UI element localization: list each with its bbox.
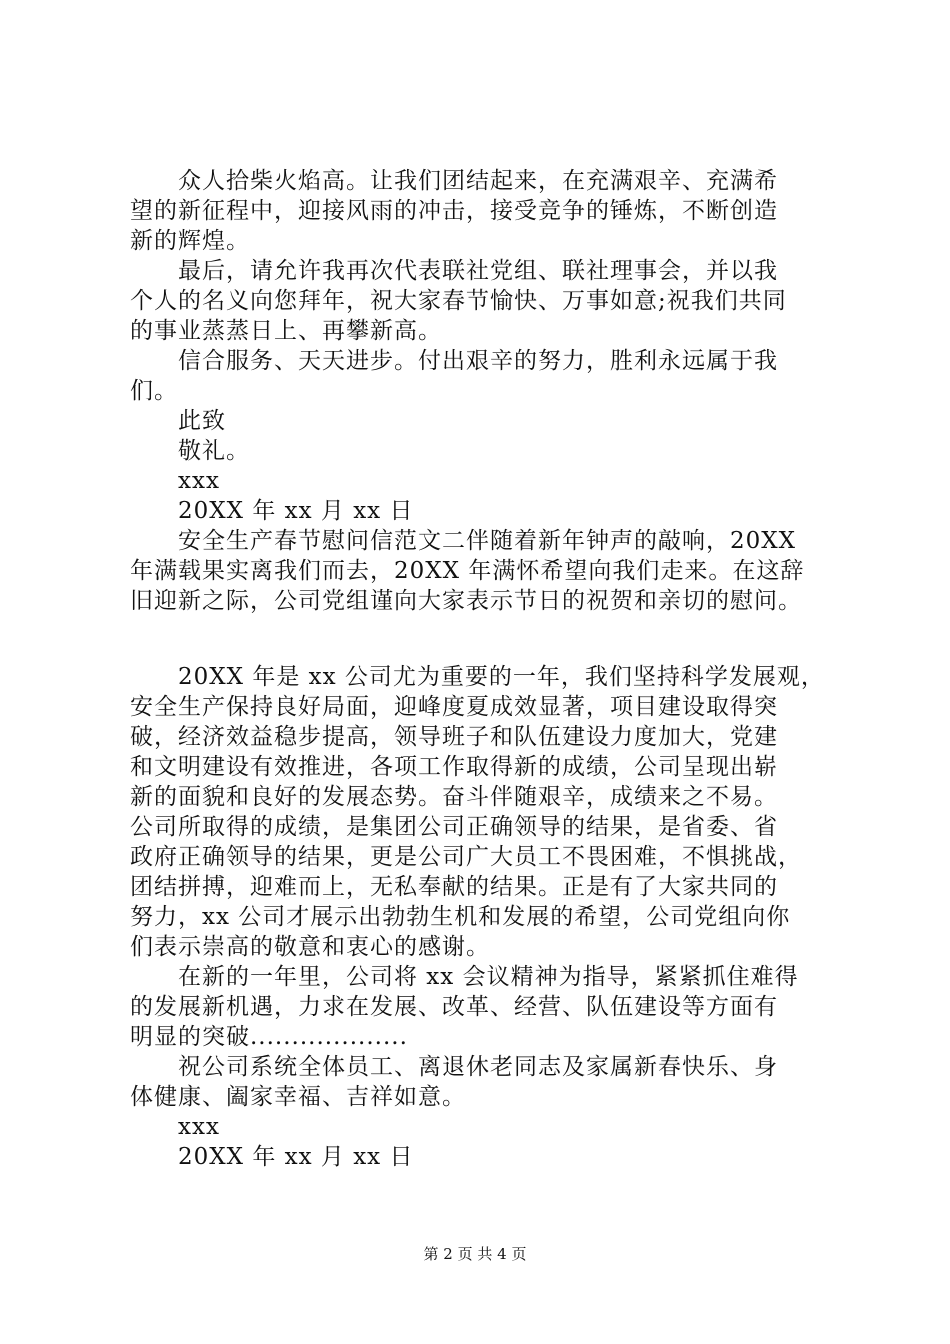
page-number-footer: 第 2 页 共 4 页 <box>423 1245 527 1263</box>
text-line: 最后，请允许我再次代表联社党组、联社理事会，并以我 <box>130 258 778 284</box>
text-line: 团结拼搏，迎难而上，无私奉献的结果。正是有了大家共同的 <box>130 874 778 900</box>
text-line: 体健康、阖家幸福、吉祥如意。 <box>130 1084 466 1110</box>
text-line: 们表示崇高的敬意和衷心的感谢。 <box>130 934 490 960</box>
text-line: 旧迎新之际，公司党组谨向大家表示节日的祝贺和亲切的慰问。 <box>130 588 802 614</box>
text-line: 祝公司系统全体员工、离退休老同志及家属新春快乐、身 <box>130 1054 778 1080</box>
text-line: 们。 <box>130 378 178 404</box>
text-line: 新的面貌和良好的发展态势。奋斗伴随艰辛，成绩来之不易。 <box>130 784 778 810</box>
text-line: xxx <box>130 468 220 494</box>
text-line: 明显的突破................... <box>130 1024 408 1050</box>
text-line: 在新的一年里，公司将 xx 会议精神为指导，紧紧抓住难得 <box>130 964 799 990</box>
text-line: 新的辉煌。 <box>130 228 250 254</box>
text-line: 努力，xx 公司才展示出勃勃生机和发展的希望，公司党组向你 <box>130 904 791 930</box>
text-line: 20XX 年 xx 月 xx 日 <box>130 498 414 524</box>
text-line: 众人拾柴火焰高。让我们团结起来，在充满艰辛、充满希 <box>130 168 778 194</box>
text-line: 政府正确领导的结果，更是公司广大员工不畏困难，不惧挑战， <box>130 844 802 870</box>
text-line: 和文明建设有效推进，各项工作取得新的成绩，公司呈现出崭 <box>130 754 778 780</box>
text-line: 20XX 年是 xx 公司尤为重要的一年，我们坚持科学发展观， <box>130 664 825 690</box>
text-line: 安全生产保持良好局面，迎峰度夏成效显著，项目建设取得突 <box>130 694 778 720</box>
text-line: 破，经济效益稳步提高，领导班子和队伍建设力度加大，党建 <box>130 724 778 750</box>
text-line: 个人的名义向您拜年，祝大家春节愉快、万事如意;祝我们共同 <box>130 288 787 314</box>
text-line: 信合服务、天天进步。付出艰辛的努力，胜利永远属于我 <box>130 348 778 374</box>
text-line: 敬礼。 <box>130 438 250 464</box>
text-line: 20XX 年 xx 月 xx 日 <box>130 1144 414 1170</box>
text-line: 公司所取得的成绩，是集团公司正确领导的结果，是省委、省 <box>130 814 778 840</box>
text-line: 的发展新机遇，力求在发展、改革、经营、队伍建设等方面有 <box>130 994 778 1020</box>
text-line: 年满载果实离我们而去，20XX 年满怀希望向我们走来。在这辞 <box>130 558 805 584</box>
text-line: 的事业蒸蒸日上、再攀新高。 <box>130 318 442 344</box>
text-line: 安全生产春节慰问信范文二伴随着新年钟声的敲响，20XX <box>130 528 797 554</box>
text-line: 此致 <box>130 408 226 434</box>
text-line: 望的新征程中，迎接风雨的冲击，接受竞争的锤炼，不断创造 <box>130 198 778 224</box>
text-line: xxx <box>130 1114 220 1140</box>
